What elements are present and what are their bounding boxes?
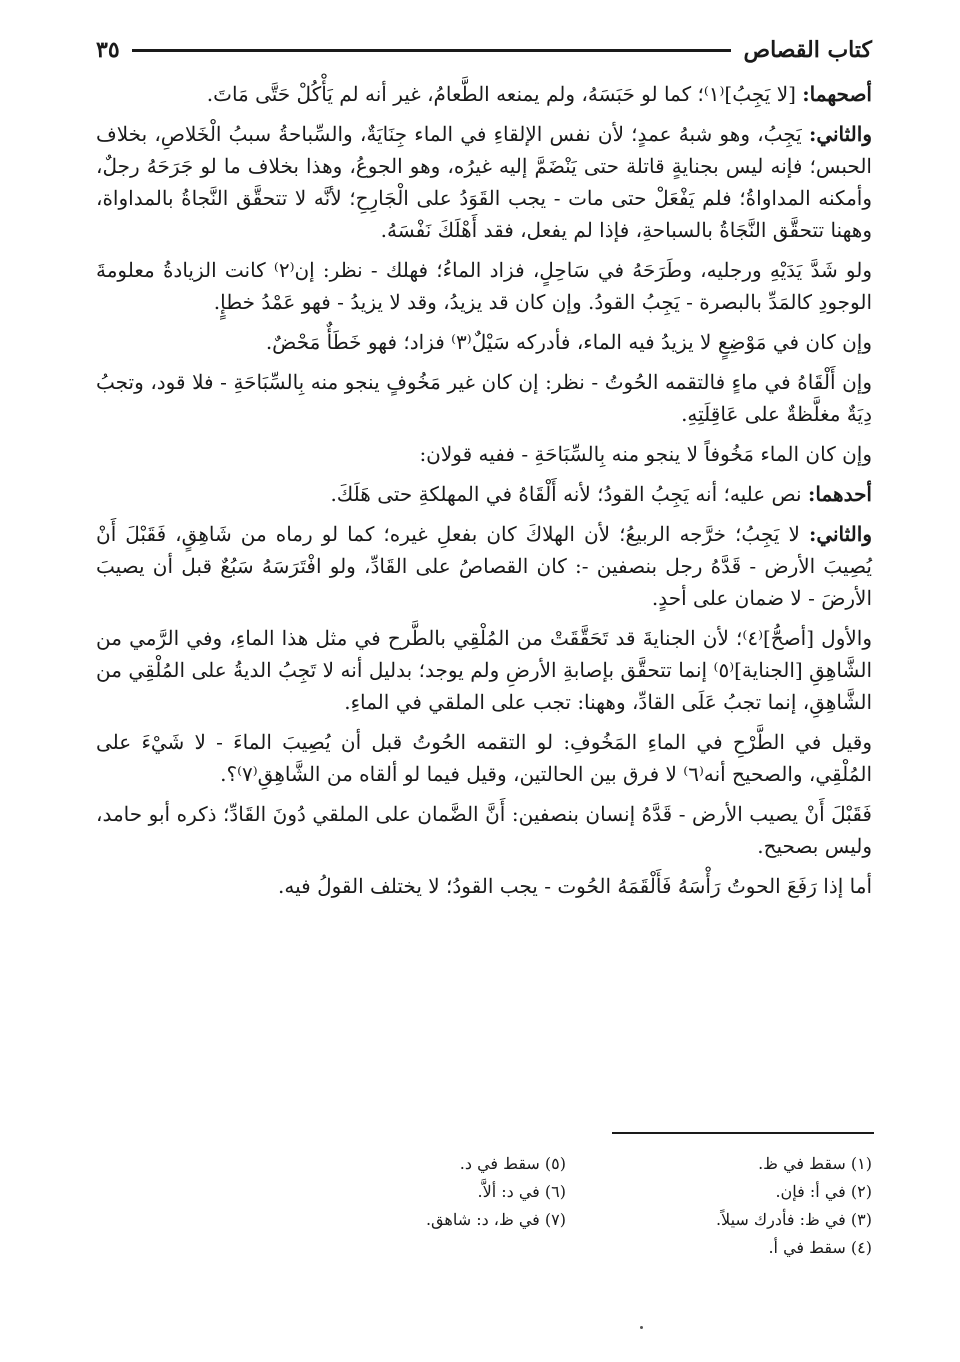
paragraph bbox=[96, 78, 872, 110]
paragraph-text: وإن أَلْقَاهُ في ماءٍ فالتقمه الحُوتُ - نظر: إن كان غير مَخُوفٍ ينجو منه بِالسِّبَاحَةِ - فلا قود، وتجبُ دِيَةٌ مغلَّظةٌ على عَاقِلَتِهِ. bbox=[96, 370, 872, 426]
paragraph bbox=[96, 518, 872, 614]
running-header bbox=[96, 30, 872, 70]
main-text bbox=[96, 78, 872, 910]
header-rule bbox=[132, 49, 732, 52]
paragraph bbox=[96, 870, 872, 902]
paragraph bbox=[96, 326, 872, 358]
paragraph-text: يَجِبُ، وهو شبهُ عمدٍ؛ لأن نفس الإلقاءِ في الماء جِنَايَةٌ، والسِّباحةُ سببُ الْخَلاصِ، بخلاف الحبس؛ فإنه ليس بجنايةٍ قاتلة حتى يَنْضَمَّ إليه غيرُه، وهو الجوعُ، وهذا بخلاف ما لو جَرَحَهُ رجلٌ، وأمكنه المداواةُ؛ فلم يَفْعَلْ حتى مات - يجب القَوَدُ على الْجَارِحِ؛ لأنَّه لا تتحقَّق النَّجاةُ بالمداواة، وههنا تتحقَّق النَّجَاةُ بالسباحةِ، فإذا لم يفعل، فقد أَهْلَكَ نَفْسَهُ. bbox=[96, 122, 872, 242]
footnote: (٧) في ظ، د: شاهق. bbox=[425, 1210, 566, 1229]
paragraph-lead: والثاني: bbox=[808, 122, 872, 146]
paragraph-text: والأول [أصحُّ]⁽٤⁾؛ لأن الجنايةَ قد تَحَقَّقَتْ من المُلْقِي بالطَّرح في مثل هذا الماءِ، وفي الرَّمي من الشَّاهِقِ [الجناية]⁽٥⁾ إنما تتحقَّق بإصابةِ الأرضِ ولم يوجد؛ بدليل أنه لا تَجِبُ الديةُ على المُلْقِي من الشَّاهِقِ، إنما تجبُ عَلَى القادِّ، وههنا: تجب على الملقي في الماءِ. bbox=[96, 626, 872, 714]
paragraph-text: لا يَجِبُ؛ خرَّجه الربيعُ؛ لأن الهلاكَ كان بفعلِ غيره؛ كما لو رماه من شَاهِقٍ، فَقَبْلَ أَنْ يُصِيبَ الأرض - قَدَّهُ رجل بنصفين -: كان القصاصُ على القَادِّ، ولو افْتَرَسَهُ سَبُعٌ قبل أن يصيبَ الأرضَ - لا ضمان على أحدٍ. bbox=[96, 522, 872, 610]
footnotes-right-column bbox=[606, 1150, 872, 1262]
footnote-separator bbox=[612, 1132, 874, 1134]
paragraph-text: ولو شَدَّ يَدَيْهِ ورجليه، وطَرَحَهُ في سَاحِلٍ، فزاد الماءُ؛ فهلك - نظر: إن⁽٢⁾ كانت الزيادةُ معلومةَ الوجودِ كالمَدِّ بالبصرة - يَجِبُ القودُ. وإن كان قد يزيدُ، وقد لا يزيدُ - فهو عَمْدُ خطإٍ. bbox=[96, 258, 872, 314]
paragraph-text: وقيل في الطَّرْحِ في الماءِ المَخُوفِ: لو التقمه الحُوتُ قبل أن يُصِيبَ الماءَ - لا شَيْءَ على المُلْقِي، والصحيح أنه⁽٦⁾ لا فرق بين الحالتين، وقيل فيما لو ألقاه من الشَّاهِقِ⁽٧⁾؟. bbox=[96, 730, 872, 786]
footnote: (٦) في د: ألاَّ. bbox=[477, 1182, 566, 1201]
footnotes-left-column bbox=[300, 1150, 566, 1262]
paragraph bbox=[96, 726, 872, 790]
paragraph bbox=[96, 622, 872, 718]
paragraph bbox=[96, 366, 872, 430]
paragraph bbox=[96, 254, 872, 318]
paragraph-lead: والثاني: bbox=[808, 522, 872, 546]
book-title: كتاب القصاص bbox=[743, 37, 872, 63]
paragraph-text: نص عليه؛ أنه يَجِبُ القودُ؛ لأنه أَلْقَاهُ في المهلكةِ حتى هَلَكَ. bbox=[330, 482, 808, 506]
scan-speck bbox=[640, 1326, 643, 1329]
footnote: (١) سقط في ظ. bbox=[758, 1154, 872, 1173]
paragraph-lead: أصحهما: bbox=[802, 82, 872, 106]
footnote: (٢) في أ: فإن. bbox=[775, 1182, 872, 1201]
paragraph bbox=[96, 798, 872, 862]
paragraph-text: [لا يَجِبُ]⁽١⁾؛ كما لو حَبَسَهُ، ولم يمنعه الطَّعامُ، غير أنه لم يَأْكُلْ حَتَّى مَاتَ. bbox=[206, 82, 803, 106]
paragraph bbox=[96, 478, 872, 510]
footnote: (٤) سقط في أ. bbox=[768, 1238, 872, 1257]
footnote: (٣) في ظ: فأدرك سيلاً. bbox=[715, 1210, 872, 1229]
paragraph-text: أما إذا رَفَعَ الحوتُ رَأْسَهُ فَأَلْقَمَهُ الحُوت - يجب القودُ؛ لا يختلف القولُ فيه. bbox=[278, 874, 872, 898]
paragraph-lead: أحدهما: bbox=[807, 482, 872, 506]
paragraph-text: فَقَبْلَ أَنْ يصيب الأرض - قَدَّهُ إنسان بنصفين: أَنَّ الضَّمان على الملقي دُونَ القَادِّ؛ ذكره أبو حامد، وليس بصحيح. bbox=[96, 802, 872, 858]
paragraph-text: وإن كان في مَوْضِعٍ لا يزيدُ فيه الماء، فأدركه سَيْلٌ⁽٣⁾ فزاد؛ فهو خَطَأٌ مَحْضٌ. bbox=[265, 330, 872, 354]
paragraph bbox=[96, 438, 872, 470]
footnote: (٥) سقط في د. bbox=[459, 1154, 566, 1173]
paragraph bbox=[96, 118, 872, 246]
page-number: ٣٥ bbox=[96, 37, 120, 63]
paragraph-text: وإن كان الماء مَخُوفاً لا ينجو منه بِالسِّبَاحَةِ - ففيه قولان: bbox=[419, 442, 872, 466]
footnotes bbox=[300, 1150, 872, 1262]
